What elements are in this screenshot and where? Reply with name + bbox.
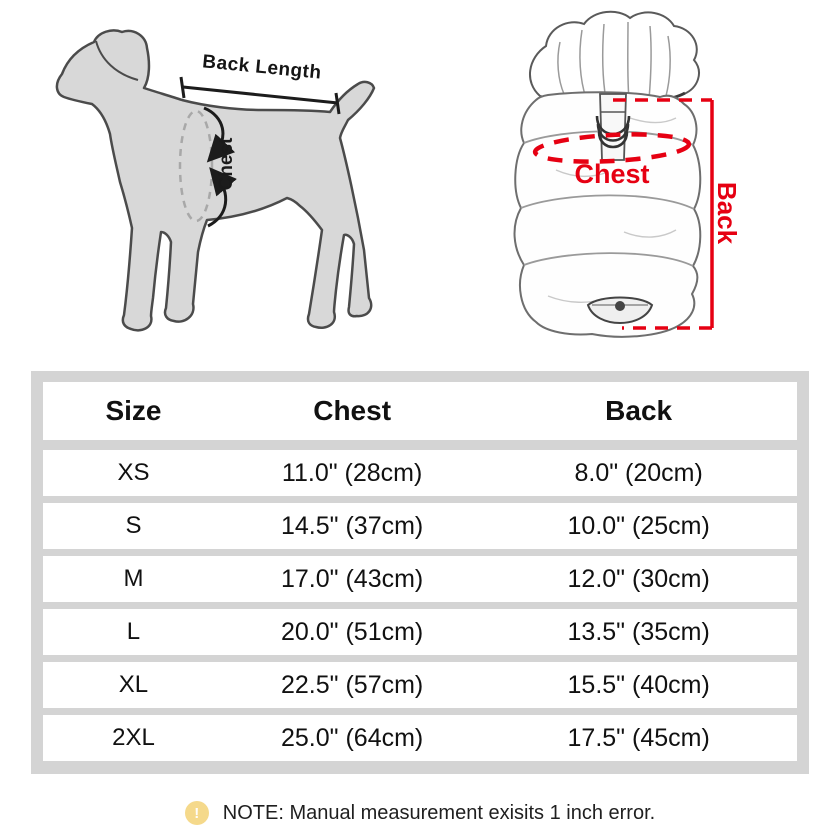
cell-size: S [125, 512, 142, 539]
size-table [31, 371, 809, 774]
coat-chest-label: Chest [574, 158, 650, 189]
measurement-note [0, 798, 840, 828]
cell-back: 13.5" (35cm) [567, 617, 710, 646]
table-row-m [43, 556, 797, 602]
cell-size: L [126, 618, 141, 645]
table-row-l [43, 609, 797, 655]
cell-back: 10.0" (25cm) [567, 511, 710, 540]
back-length-label: Back Length [201, 50, 323, 84]
table-row-xs [43, 450, 797, 496]
cell-size: M [123, 565, 144, 592]
coat-collar [530, 12, 699, 103]
table-row-xl [43, 662, 797, 708]
note-text: NOTE: Manual measurement exisits 1 inch error. [222, 801, 656, 824]
table-row-s [43, 503, 797, 549]
cell-chest: 22.5" (57cm) [281, 670, 424, 699]
cell-chest: 20.0" (51cm) [281, 617, 424, 646]
coat-strap [600, 94, 626, 160]
cell-chest: 11.0" (28cm) [281, 458, 423, 487]
exclamation-icon: ! [185, 801, 209, 825]
header-chest: Chest [313, 395, 392, 426]
header-back: Back [605, 395, 673, 426]
cell-chest: 17.0" (43cm) [281, 564, 424, 593]
cell-size: XS [117, 459, 150, 486]
header-size: Size [105, 395, 162, 426]
cell-size: 2XL [112, 724, 155, 751]
cell-chest: 14.5" (37cm) [281, 511, 424, 540]
cell-back: 8.0" (20cm) [574, 458, 703, 487]
cell-back: 12.0" (30cm) [567, 564, 710, 593]
coat-back-label: Back [712, 181, 742, 245]
table-row-2xl [43, 715, 797, 761]
cell-size: XL [118, 671, 149, 698]
cell-back: 17.5" (45cm) [567, 723, 710, 752]
cell-back: 15.5" (40cm) [567, 670, 710, 699]
cell-chest: 25.0" (64cm) [281, 723, 424, 752]
size-table-header-row [43, 382, 797, 440]
dog-chest-label: Chest [215, 137, 237, 191]
